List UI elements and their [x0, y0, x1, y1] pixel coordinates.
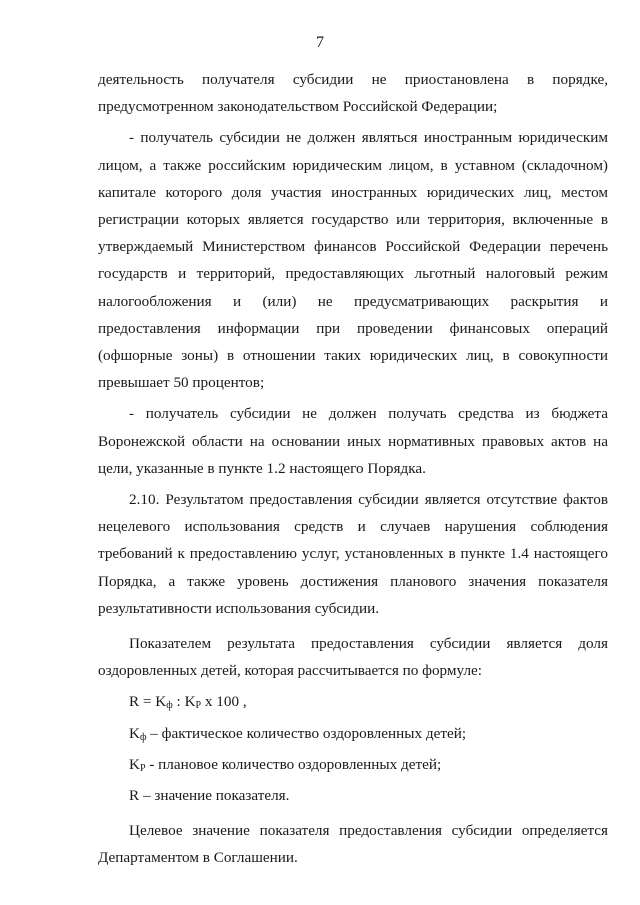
- definition-subscript: P: [139, 762, 146, 774]
- definition-kf: [98, 720, 608, 747]
- definition-r: [98, 782, 608, 809]
- formula-mid: : K: [172, 693, 196, 711]
- paragraph-continuation: деятельность получателя субсидии не приостановлена в порядке, предусмотренном законодательством Российской Федерации;: [98, 71, 608, 116]
- definition-kp: [98, 751, 608, 778]
- page-number: 7: [316, 34, 324, 51]
- formula-line: [98, 688, 608, 715]
- paragraph-target-value: Целевое значение показателя предоставления субсидии определяется Департаментом в Соглашении.: [98, 822, 608, 867]
- paragraph-foreign-entity-requirement: - получатель субсидии не должен являться иностранным юридическим лицом, а также российским юридическим лицом, в уставном (складочном) капитале которого доля участия иностранных юридических лиц, местом регистрации которых является государство или территория, включенные в утверждаемый Министерством финансов Российской Федерации перечень государств и территорий, предоставляющих льготный налоговый режим налогообложения и (или) не предусматривающих раскрытия и предоставления информации при проведении финансовых операций (офшорные зоны) в отношении таких юридических лиц, в совокупности превышает 50 процентов;: [98, 129, 608, 392]
- document-body: [98, 66, 608, 872]
- formula-tail: x 100 ,: [201, 693, 247, 711]
- definition-text: – значение показателя.: [139, 787, 290, 805]
- definition-symbol: R: [129, 787, 140, 805]
- formula-kf-subscript: ф: [166, 700, 173, 712]
- definition-text: - плановое количество оздоровленных детей;: [145, 755, 442, 773]
- definition-symbol: K: [129, 755, 140, 773]
- definition-text: – фактическое количество оздоровленных детей;: [146, 724, 467, 742]
- paragraph-indicator-intro: Показателем результата предоставления субсидии является доля оздоровленных детей, которая рассчитывается по формуле:: [98, 635, 608, 680]
- paragraph-budget-funds-requirement: - получатель субсидии не должен получать средства из бюджета Воронежской области на основании иных нормативных правовых актов на цели, указанные в пункте 1.2 настоящего Порядка.: [98, 405, 608, 477]
- definition-symbol: K: [129, 724, 140, 742]
- definition-subscript: ф: [139, 731, 147, 743]
- formula-kp-subscript: P: [195, 700, 202, 712]
- formula-r: R = K: [129, 693, 167, 711]
- paragraph-2-10-result: 2.10. Результатом предоставления субсидии является отсутствие фактов нецелевого использования средств и случаев нарушения соблюдения требований к предоставлению услуг, установленных в пункте 1.4 настоящего Порядка, а также уровень достижения планового значения показателя результативности использования субсидии.: [98, 491, 608, 617]
